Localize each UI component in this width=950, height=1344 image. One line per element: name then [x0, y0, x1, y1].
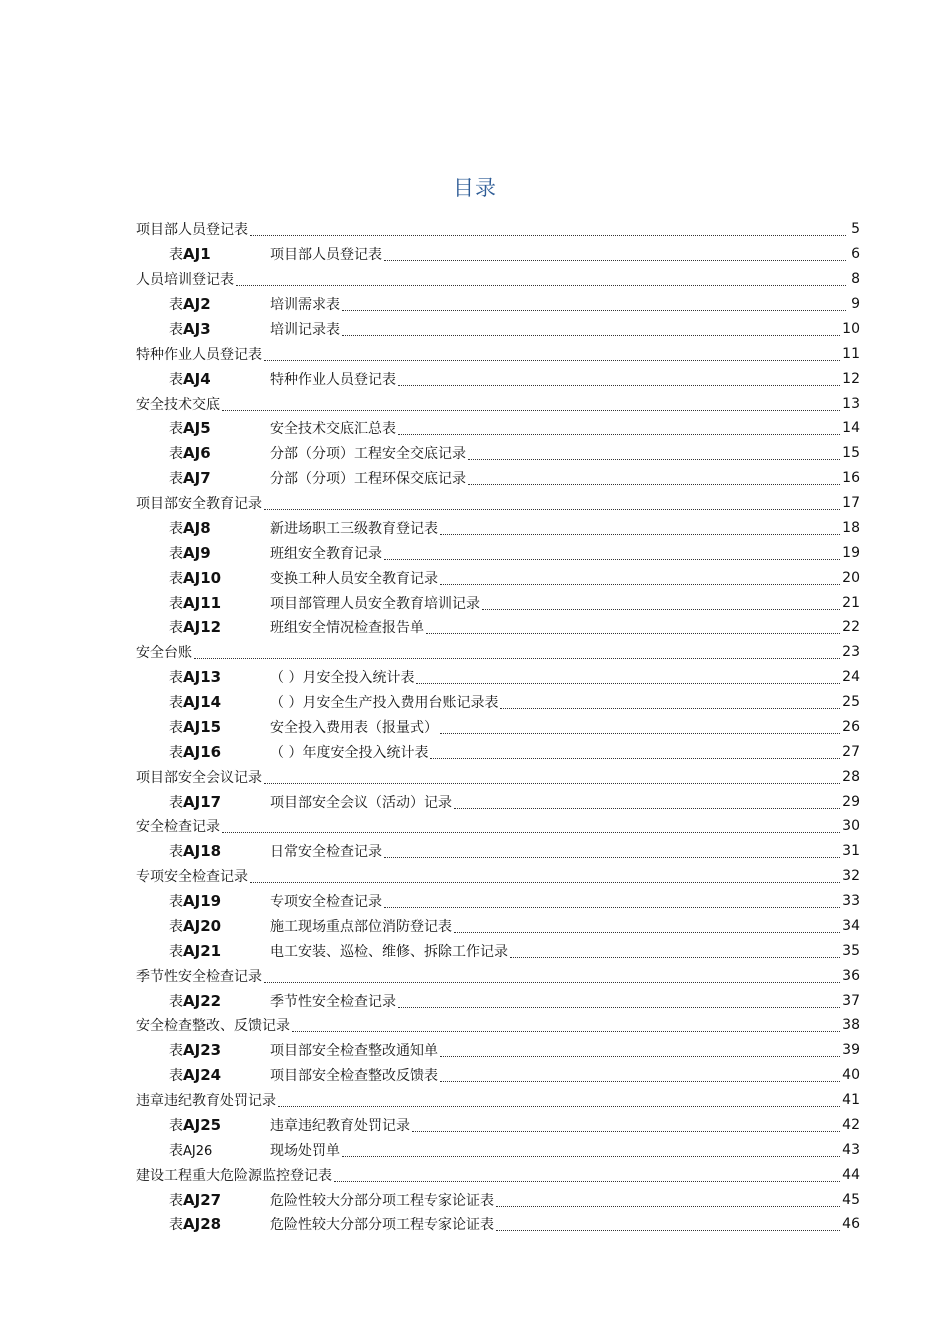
- toc-table-id: AJ26: [183, 1143, 213, 1159]
- toc-table-id: AJ15: [183, 717, 222, 736]
- toc-entry-label: 项目部管理人员安全教育培训记录: [270, 595, 480, 612]
- toc-page-number: 24: [842, 669, 860, 686]
- toc-subentry[interactable]: [136, 466, 860, 491]
- toc-entry-label: 专项安全检查记录: [270, 894, 382, 911]
- toc-entry-label: 项目部人员登记表: [136, 222, 248, 239]
- toc-entry-label: 项目部安全检查整改反馈表: [270, 1068, 438, 1085]
- toc-table-id: AJ1: [183, 245, 211, 264]
- toc-table-id: AJ13: [183, 668, 222, 687]
- toc-entry[interactable]: [136, 1088, 860, 1113]
- toc-page-number: 27: [842, 743, 860, 760]
- toc-page-number: 29: [842, 793, 860, 810]
- toc-table-id: AJ7: [183, 469, 211, 488]
- toc-entry[interactable]: [136, 764, 860, 789]
- toc-entry-label: 安全检查记录: [136, 819, 220, 836]
- toc-page-number: 33: [842, 893, 860, 910]
- toc-entry[interactable]: [136, 341, 860, 366]
- toc-table-prefix: 表: [169, 1217, 183, 1234]
- toc-table-prefix: 表: [169, 1117, 183, 1134]
- toc-entry-label: 违章违纪教育处罚记录: [270, 1117, 410, 1134]
- toc-entry-label: 季节性安全检查记录: [136, 968, 262, 985]
- toc-page-number: 42: [842, 1116, 860, 1133]
- toc-dot-leader: [222, 409, 840, 411]
- toc-entry-label: （ ）月安全投入统计表: [270, 670, 415, 687]
- toc-page-number: 43: [842, 1141, 860, 1158]
- toc-table-id: AJ27: [183, 1190, 222, 1209]
- toc-entry-label: 安全检查整改、反馈记录: [136, 1018, 290, 1035]
- toc-table-prefix: 表: [169, 1068, 183, 1085]
- toc-entry-label: 项目部安全会议记录: [136, 769, 262, 786]
- toc-table-code: [169, 319, 270, 339]
- toc-table-id: AJ6: [183, 444, 211, 463]
- toc-entry[interactable]: [136, 814, 860, 839]
- toc-table-prefix: 表: [169, 446, 183, 463]
- toc-table-code: [169, 991, 270, 1011]
- toc-dot-leader: [430, 757, 840, 759]
- toc-page-number: 38: [842, 1017, 860, 1034]
- toc-dot-leader: [412, 1130, 840, 1132]
- toc-page-number: 10: [842, 320, 860, 337]
- toc-entry-label: 安全技术交底: [136, 396, 220, 413]
- toc-table-id: AJ25: [183, 1115, 222, 1134]
- toc-page-number: 44: [842, 1166, 860, 1183]
- toc-page-number: 14: [842, 420, 860, 437]
- toc-page-number: 31: [842, 843, 860, 860]
- toc-table-prefix: 表: [169, 918, 183, 935]
- toc-page-number: 6: [851, 246, 860, 263]
- toc-page-number: 28: [842, 768, 860, 785]
- toc-dot-leader: [416, 682, 840, 684]
- toc-table-code: [169, 1115, 270, 1135]
- toc-table-prefix: 表: [169, 297, 183, 314]
- toc-dot-leader: [384, 906, 840, 908]
- toc-subentry[interactable]: [136, 1212, 860, 1237]
- toc-subentry[interactable]: [136, 615, 860, 640]
- toc-table-id: AJ9: [183, 543, 211, 562]
- toc-dot-leader: [454, 807, 840, 809]
- toc-entry-label: 违章违纪教育处罚记录: [136, 1093, 276, 1110]
- toc-table-prefix: 表: [169, 794, 183, 811]
- toc-table-code: [169, 792, 270, 812]
- toc-table-prefix: 表: [169, 321, 183, 338]
- toc-subentry[interactable]: [136, 938, 860, 963]
- toc-table-code: [169, 617, 270, 637]
- toc-subentry[interactable]: [136, 366, 860, 391]
- toc-table-id: AJ16: [183, 742, 222, 761]
- toc-table-code: [169, 294, 270, 314]
- toc-subentry[interactable]: [136, 1137, 860, 1162]
- toc-table-id: AJ2: [183, 295, 211, 314]
- toc-subentry[interactable]: [136, 715, 860, 740]
- toc-entry[interactable]: [136, 217, 860, 242]
- toc-dot-leader: [384, 558, 840, 560]
- toc-table-prefix: 表: [169, 744, 183, 761]
- toc-table-code: [169, 568, 270, 588]
- toc-table-prefix: 表: [169, 247, 183, 264]
- toc-page-number: 34: [842, 917, 860, 934]
- toc-table-id: AJ18: [183, 842, 222, 861]
- toc-entry-label: 危险性较大分部分项工程专家论证表: [270, 1217, 494, 1234]
- toc-dot-leader: [510, 956, 840, 958]
- toc-page-number: 41: [842, 1092, 860, 1109]
- toc-entry-label: 建设工程重大危险源监控登记表: [136, 1167, 332, 1184]
- toc-entry-label: 专项安全检查记录: [136, 869, 248, 886]
- toc-dot-leader: [454, 931, 840, 933]
- toc-table-code: [169, 518, 270, 538]
- toc-page-number: 17: [842, 495, 860, 512]
- toc-table-code: [169, 841, 270, 861]
- toc-page-number: 36: [842, 967, 860, 984]
- toc-dot-leader: [334, 1180, 840, 1182]
- toc-entry-label: 变换工种人员安全教育记录: [270, 570, 438, 587]
- toc-dot-leader: [342, 1155, 840, 1157]
- toc-dot-leader: [426, 632, 840, 634]
- toc-table-code: [169, 891, 270, 911]
- toc-page-number: 12: [842, 370, 860, 387]
- toc-dot-leader: [496, 1229, 840, 1231]
- toc-dot-leader: [482, 608, 840, 610]
- toc-table-code: [169, 543, 270, 563]
- toc-dot-leader: [342, 309, 846, 311]
- toc-subentry[interactable]: [136, 739, 860, 764]
- toc-entry-label: 安全台账: [136, 645, 192, 662]
- toc-entry-label: 项目部安全检查整改通知单: [270, 1043, 438, 1060]
- toc-table-prefix: 表: [169, 1142, 183, 1159]
- toc-subentry[interactable]: [136, 789, 860, 814]
- toc-table-prefix: 表: [169, 371, 183, 388]
- toc-table-code: [169, 1140, 270, 1160]
- toc-table-prefix: 表: [169, 421, 183, 438]
- toc-subentry[interactable]: [136, 1187, 860, 1212]
- toc-table-prefix: 表: [169, 670, 183, 687]
- toc-page-number: 8: [851, 271, 860, 288]
- toc-table-code: [169, 244, 270, 264]
- toc-entry-label: 项目部人员登记表: [270, 247, 382, 264]
- toc-dot-leader: [222, 831, 840, 833]
- toc-entry-label: 分部（分项）工程安全交底记录: [270, 446, 466, 463]
- toc-dot-leader: [440, 1080, 840, 1082]
- toc-table-prefix: 表: [169, 595, 183, 612]
- toc-dot-leader: [398, 433, 840, 435]
- toc-page-number: 26: [842, 718, 860, 735]
- toc-page-number: 39: [842, 1042, 860, 1059]
- toc-table-id: AJ20: [183, 916, 222, 935]
- toc-table-prefix: 表: [169, 894, 183, 911]
- toc-dot-leader: [398, 1006, 840, 1008]
- toc-table-code: [169, 593, 270, 613]
- toc-entry-label: 培训需求表: [270, 297, 340, 314]
- toc-page-number: 35: [842, 942, 860, 959]
- toc-page-number: 18: [842, 519, 860, 536]
- toc-table-id: AJ14: [183, 693, 222, 712]
- toc-table-code: [169, 443, 270, 463]
- toc-table-code: [169, 667, 270, 687]
- toc-title: 目录: [453, 176, 497, 200]
- toc-table-prefix: 表: [169, 471, 183, 488]
- toc-dot-leader: [292, 1030, 840, 1032]
- toc-table-code: [169, 742, 270, 762]
- toc-table-code: [169, 468, 270, 488]
- toc-table-prefix: 表: [169, 719, 183, 736]
- toc-subentry[interactable]: [136, 540, 860, 565]
- toc-table-prefix: 表: [169, 844, 183, 861]
- toc-entry[interactable]: [136, 640, 860, 665]
- toc-entry-label: 班组安全情况检查报告单: [270, 620, 424, 637]
- toc-subentry[interactable]: [136, 1063, 860, 1088]
- toc-table-code: [169, 1214, 270, 1234]
- toc-table-id: AJ24: [183, 1066, 222, 1085]
- toc-entry-label: 季节性安全检查记录: [270, 993, 396, 1010]
- toc-table-code: [169, 717, 270, 737]
- toc-entry-label: （ ）月安全生产投入费用台账记录表: [270, 695, 499, 712]
- toc-page-number: 32: [842, 868, 860, 885]
- toc-subentry[interactable]: [136, 889, 860, 914]
- toc-subentry[interactable]: [136, 839, 860, 864]
- toc-dot-leader: [264, 359, 840, 361]
- toc-table-prefix: 表: [169, 570, 183, 587]
- toc-entry-label: （ ）年度安全投入统计表: [270, 744, 429, 761]
- toc-page-number: 45: [842, 1191, 860, 1208]
- toc-table-id: AJ10: [183, 568, 222, 587]
- toc-entry[interactable]: [136, 1013, 860, 1038]
- toc-dot-leader: [398, 384, 840, 386]
- toc-dot-leader: [236, 284, 846, 286]
- toc-entry[interactable]: [136, 963, 860, 988]
- toc-page-number: 11: [842, 345, 860, 362]
- toc-subentry[interactable]: [136, 988, 860, 1013]
- toc-page-number: 13: [842, 395, 860, 412]
- toc-table-code: [169, 916, 270, 936]
- toc-entry[interactable]: [136, 391, 860, 416]
- toc-table-prefix: 表: [169, 1192, 183, 1209]
- toc-subentry[interactable]: [136, 516, 860, 541]
- toc-page-number: 37: [842, 992, 860, 1009]
- toc-table-prefix: 表: [169, 520, 183, 537]
- toc-subentry[interactable]: [136, 914, 860, 939]
- toc-subentry[interactable]: [136, 590, 860, 615]
- toc-page-number: 23: [842, 644, 860, 661]
- toc-table-code: [169, 1190, 270, 1210]
- toc-dot-leader: [194, 657, 840, 659]
- toc-entry-label: 特种作业人员登记表: [136, 346, 262, 363]
- toc-entry-label: 新进场职工三级教育登记表: [270, 520, 438, 537]
- toc-dot-leader: [440, 732, 840, 734]
- toc-dot-leader: [264, 981, 840, 983]
- toc-subentry[interactable]: [136, 441, 860, 466]
- toc-dot-leader: [384, 259, 846, 261]
- toc-dot-leader: [440, 1055, 840, 1057]
- toc-page-number: 22: [842, 619, 860, 636]
- toc-page-number: 5: [851, 221, 860, 238]
- toc-page-number: 15: [842, 445, 860, 462]
- toc-table-id: AJ12: [183, 618, 222, 637]
- toc-dot-leader: [468, 483, 840, 485]
- toc-table-prefix: 表: [169, 545, 183, 562]
- toc-table-id: AJ19: [183, 892, 222, 911]
- toc-dot-leader: [384, 856, 840, 858]
- toc-entry-label: 项目部安全教育记录: [136, 496, 262, 513]
- toc-table-id: AJ21: [183, 941, 222, 960]
- toc-dot-leader: [440, 533, 840, 535]
- toc-table-code: [169, 941, 270, 961]
- toc-table-id: AJ11: [183, 593, 222, 612]
- toc-table-id: AJ5: [183, 419, 211, 438]
- toc-table-prefix: 表: [169, 620, 183, 637]
- toc-table-id: AJ22: [183, 991, 222, 1010]
- toc-table-prefix: 表: [169, 1043, 183, 1060]
- toc-dot-leader: [342, 334, 840, 336]
- toc-table-prefix: 表: [169, 943, 183, 960]
- toc-entry[interactable]: [136, 1162, 860, 1187]
- toc-entry-label: 特种作业人员登记表: [270, 371, 396, 388]
- toc-subentry[interactable]: [136, 665, 860, 690]
- toc-dot-leader: [500, 707, 840, 709]
- toc-subentry[interactable]: [136, 292, 860, 317]
- toc-entry-label: 班组安全教育记录: [270, 545, 382, 562]
- toc-dot-leader: [250, 881, 840, 883]
- toc-subentry[interactable]: [136, 690, 860, 715]
- toc-table-code: [169, 418, 270, 438]
- toc-entry-label: 项目部安全会议（活动）记录: [270, 794, 452, 811]
- toc-page-number: 25: [842, 694, 860, 711]
- toc-entry-label: 危险性较大分部分项工程专家论证表: [270, 1192, 494, 1209]
- toc-dot-leader: [264, 782, 840, 784]
- toc-subentry[interactable]: [136, 1113, 860, 1138]
- toc-entry-label: 人员培训登记表: [136, 272, 234, 289]
- toc-table-prefix: 表: [169, 695, 183, 712]
- toc-table-id: AJ17: [183, 792, 222, 811]
- toc-dot-leader: [278, 1105, 840, 1107]
- toc-subentry[interactable]: [136, 242, 860, 267]
- toc-table-code: [169, 1065, 270, 1085]
- toc-entry[interactable]: [136, 491, 860, 516]
- toc-entry[interactable]: [136, 864, 860, 889]
- toc-table-id: AJ3: [183, 319, 211, 338]
- toc-table-code: [169, 692, 270, 712]
- toc-subentry[interactable]: [136, 416, 860, 441]
- toc-entry-label: 安全技术交底汇总表: [270, 421, 396, 438]
- toc-table-id: AJ4: [183, 369, 211, 388]
- toc-dot-leader: [496, 1205, 840, 1207]
- toc-dot-leader: [468, 458, 840, 460]
- toc-page-number: 19: [842, 544, 860, 561]
- toc-table-code: [169, 369, 270, 389]
- toc-dot-leader: [440, 583, 840, 585]
- toc-page-number: 20: [842, 569, 860, 586]
- toc-table-id: AJ28: [183, 1215, 222, 1234]
- toc-page-number: 16: [842, 470, 860, 487]
- toc-page-number: 9: [851, 296, 860, 313]
- toc-page-number: 46: [842, 1216, 860, 1233]
- toc-entry-label: 安全投入费用表（报量式）: [270, 719, 438, 736]
- toc-list: [136, 217, 860, 1237]
- toc-subentry[interactable]: [136, 1038, 860, 1063]
- toc-dot-leader: [264, 508, 840, 510]
- toc-dot-leader: [250, 234, 846, 236]
- toc-subentry[interactable]: [136, 565, 860, 590]
- toc-entry-label: 日常安全检查记录: [270, 844, 382, 861]
- toc-table-prefix: 表: [169, 993, 183, 1010]
- toc-page-number: 30: [842, 818, 860, 835]
- toc-subentry[interactable]: [136, 317, 860, 342]
- toc-entry-label: 培训记录表: [270, 321, 340, 338]
- toc-entry-label: 分部（分项）工程环保交底记录: [270, 471, 466, 488]
- toc-entry-label: 现场处罚单: [270, 1142, 340, 1159]
- toc-entry[interactable]: [136, 267, 860, 292]
- toc-entry-label: 施工现场重点部位消防登记表: [270, 918, 452, 935]
- toc-table-id: AJ8: [183, 518, 211, 537]
- toc-table-code: [169, 1040, 270, 1060]
- toc-page-number: 40: [842, 1067, 860, 1084]
- toc-entry-label: 电工安装、巡检、维修、拆除工作记录: [270, 943, 508, 960]
- toc-page-number: 21: [842, 594, 860, 611]
- toc-table-id: AJ23: [183, 1041, 222, 1060]
